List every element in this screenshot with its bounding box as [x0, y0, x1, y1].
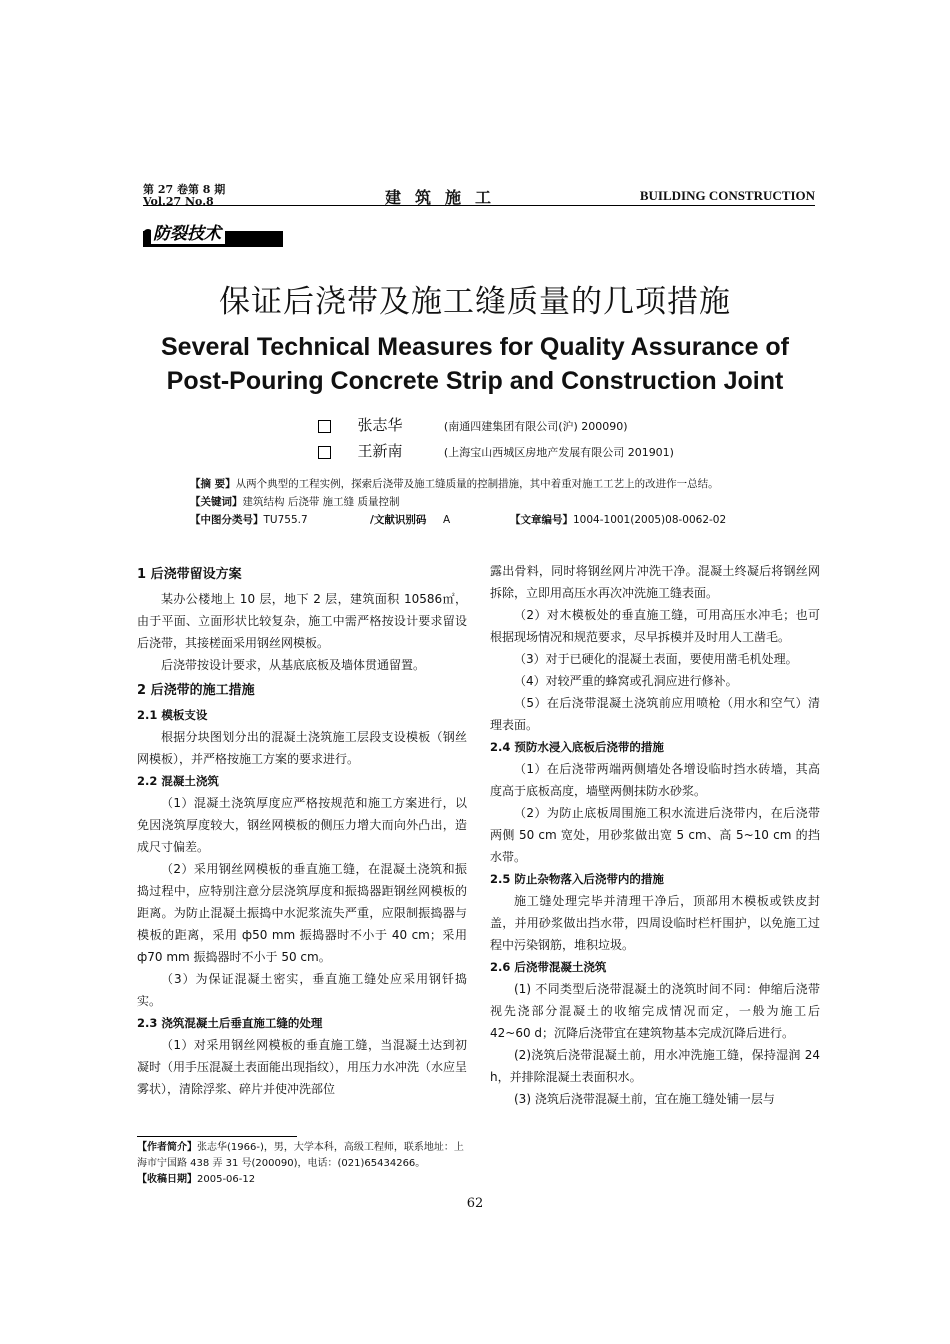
- received-value: 2005-06-12: [197, 1174, 256, 1185]
- keywords-text: 建筑结构 后浇带 施工缝 质量控制: [242, 496, 400, 508]
- journal-name-cn: 建筑施工: [385, 188, 506, 207]
- title-en: [0, 330, 950, 398]
- doc-code-label: /文献识别码: [370, 514, 427, 526]
- paragraph: （1）对采用钢丝网模板的垂直施工缝，当混凝土达到初凝时（用手压混凝土表面能出现指纹），用压力水冲洗（水应呈雾状），清除浮浆、碎片并使冲洗部位: [137, 1038, 468, 1096]
- paragraph: 后浇带按设计要求，从基底底板及墙体贯通留置。: [161, 658, 426, 672]
- paragraph: （2）采用钢丝网模板的垂直施工缝，在混凝土浇筑和振捣过程中，应特别注意分层浇筑厚度和振捣器距钢丝网模板的距离。为防止混凝土振捣中水泥浆流失严重，应限制振捣器与模板的距离，采用 ф50 mm 振捣器时不小于 40 cm；采用 ф70 mm 振捣器时不小于 50 cm。: [137, 862, 467, 964]
- author-bio-label: 【作者简介】: [137, 1142, 197, 1153]
- paragraph: 露出骨料，同时将钢丝网片冲洗干净。混凝土终凝后将钢丝网拆除，立即用高压水再次冲洗施工缝表面。: [490, 564, 820, 600]
- abstract: [190, 476, 719, 491]
- paragraph: （2）对木模板处的垂直施工缝，可用高压水冲毛；也可根据现场情况和规范要求，尽早拆模并及时用人工凿毛。: [490, 608, 820, 644]
- paragraph: (3) 浇筑后浇带混凝土前，宜在施工缝处铺一层与: [514, 1092, 775, 1106]
- clc-label: 【中图分类号】: [190, 514, 264, 526]
- author-bio: [137, 1140, 467, 1172]
- doc-code: [370, 512, 450, 527]
- author-affiliation: (南通四建集团有限公司(沪) 200090): [443, 420, 628, 433]
- subsection-heading: 2.3 浇筑混凝土后垂直施工缝的处理: [137, 1016, 323, 1030]
- author-box: [318, 420, 331, 433]
- doc-code-value: A: [443, 514, 451, 526]
- subsection-heading: 2.1 模板支设: [137, 708, 208, 722]
- subsection-heading: 2.5 防止杂物落入后浇带内的措施: [490, 872, 664, 886]
- footnote: [137, 1140, 467, 1188]
- author-1: [318, 414, 628, 435]
- author-box: [318, 446, 331, 459]
- keywords: [190, 494, 400, 509]
- volume-en: Vol.27 No.8: [143, 195, 214, 208]
- author-2: [318, 440, 674, 461]
- section-tag-label: 防裂技术: [151, 219, 225, 244]
- abstract-text: 从两个典型的工程实例，探索后浇带及施工缝质量的控制措施，其中着重对施工工艺上的改进作一总结。: [235, 478, 719, 490]
- paragraph: (1) 不同类型后浇带混凝土的浇筑时间不同：伸缩后浇带视先浇部分混凝土的收缩完成情况而定，一般为施工后 42~60 d；沉降后浇带宜在建筑物基本完成沉降后进行。: [490, 982, 820, 1040]
- subsection-heading: 2.2 混凝土浇筑: [137, 774, 219, 788]
- section-heading: 2 后浇带的施工措施: [137, 683, 255, 698]
- author-name: 王新南: [357, 442, 403, 460]
- subsection-heading: 2.4 预防水浸入底板后浇带的措施: [490, 740, 664, 754]
- title-cn: 保证后浇带及施工缝质量的几项措施: [219, 284, 731, 320]
- paragraph: （3）对于已硬化的混凝土表面，要使用凿毛机处理。: [514, 652, 798, 666]
- article-no-label: 【文章编号】: [510, 514, 573, 526]
- paragraph: 某办公楼地上 10 层，地下 2 层，建筑面积 10586㎡，由于平面、立面形状比较复杂，施工中需严格按设计要求留设后浇带，其接槎面采用钢丝网模板。: [137, 592, 467, 650]
- paragraph: （3）为保证混凝土密实，垂直施工缝处应采用钢钎捣实。: [137, 972, 467, 1008]
- classification: [190, 512, 308, 527]
- paragraph: （1）混凝土浇筑厚度应严格按规范和施工方案进行，以免因浇筑厚度较大，钢丝网模板的侧压力增大而向外凸出，造成尺寸偏差。: [137, 796, 467, 854]
- section-tag: [143, 219, 283, 247]
- header-rule: [143, 205, 815, 206]
- right-column: [490, 560, 820, 1110]
- journal-name-en: BUILDING CONSTRUCTION: [639, 188, 815, 203]
- volume-cn: 第 27 卷第 8 期: [143, 183, 226, 196]
- received-label: 【收稿日期】: [137, 1174, 197, 1185]
- paragraph: (2)浇筑后浇带混凝土前，用水冲洗施工缝，保持湿润 24 h，并排除混凝土表面积水。: [490, 1048, 820, 1084]
- abstract-label: 【摘 要】: [190, 478, 236, 490]
- title-en-line2: Post-Pouring Concrete Strip and Construction Joint: [166, 367, 784, 395]
- paragraph: （5）在后浇带混凝土浇筑前应用喷枪（用水和空气）清理表面。: [490, 696, 820, 732]
- keywords-label: 【关键词】: [190, 496, 243, 508]
- clc-value: TU755.7: [263, 514, 308, 526]
- received-date: [137, 1172, 467, 1188]
- section-heading: 1 后浇带留设方案: [137, 567, 242, 582]
- author-affiliation: (上海宝山西城区房地产发展有限公司 201901): [443, 446, 674, 459]
- article-number: [510, 512, 726, 527]
- left-column: [137, 560, 467, 1100]
- paragraph: （1）在后浇带两端两侧墙处各增设临时挡水砖墙，其高度高于底板高度，墙壁两侧抹防水砂浆。: [490, 762, 820, 798]
- paragraph: （2）为防止底板周围施工积水流进后浇带内，在后浇带两侧 50 cm 宽处，用砂浆做出宽 5 cm、高 5~10 cm 的挡水带。: [490, 806, 820, 864]
- author-bio-text: 张志华(1966-)，男，大学本科，高级工程师，联系地址：上海市宁国路 438 弄 31 号(200090)，电话：(021)65434266。: [137, 1142, 464, 1169]
- article-no-value: 1004-1001(2005)08-0062-02: [573, 514, 727, 526]
- title-en-line1: Several Technical Measures for Quality Assurance of: [160, 333, 790, 361]
- footnote-rule: [137, 1136, 297, 1137]
- paragraph: （4）对较严重的蜂窝或孔洞应进行修补。: [514, 674, 738, 688]
- paragraph: 施工缝处理完毕并清理干净后，顶部用木模板或铁皮封盖，并用砂浆做出挡水带，四周设临时栏杆围护，以免施工过程中污染钢筋，堆积垃圾。: [490, 894, 820, 952]
- page-number: 62: [466, 1196, 484, 1211]
- subsection-heading: 2.6 后浇带混凝土浇筑: [490, 960, 607, 974]
- author-name: 张志华: [357, 416, 403, 434]
- paragraph: 根据分块图划分出的混凝土浇筑施工层段支设模板（钢丝网模板），并严格按施工方案的要求进行。: [137, 730, 467, 766]
